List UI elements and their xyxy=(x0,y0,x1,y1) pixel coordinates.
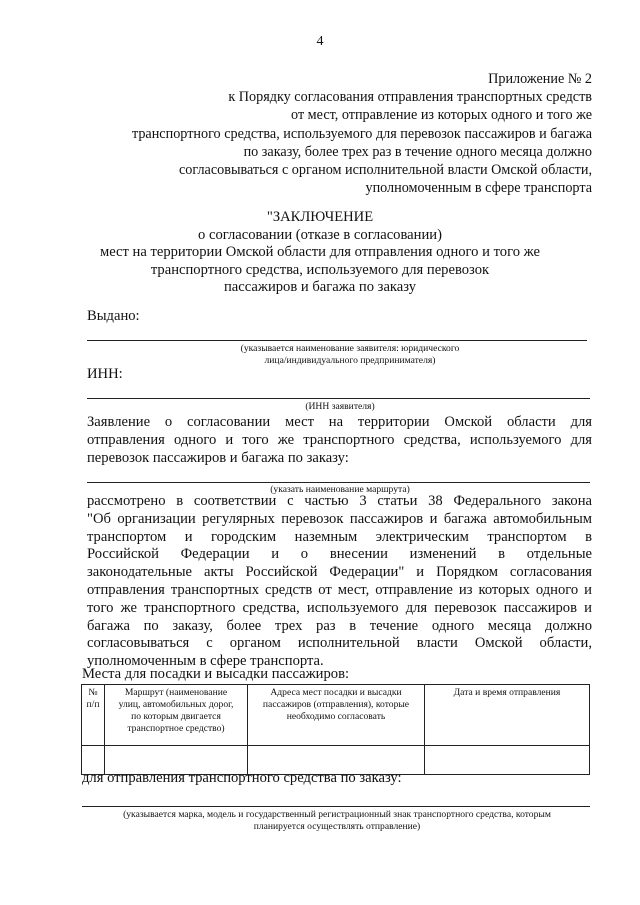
vehicle-label: для отправления транспортного средства по заказу: xyxy=(82,770,402,786)
issued-fill-line[interactable] xyxy=(87,340,587,341)
application-line: перевозок пассажиров и багажа по заказу: xyxy=(87,449,349,466)
issued-caption-line: (указывается наименование заявителя: юридического xyxy=(240,343,460,354)
considered-line: уполномоченным в сфере транспорта. xyxy=(87,653,324,670)
vehicle-fill-line[interactable] xyxy=(82,806,590,807)
inn-label: ИНН: xyxy=(87,366,123,382)
considered-line: Российской Федерации и о внесении изменений в отдельные xyxy=(87,546,592,563)
route-caption: (указать наименование маршрута) xyxy=(270,484,410,495)
appendix-line: уполномоченным в сфере транспорта xyxy=(365,180,592,197)
places-heading: Места для посадки и высадки пассажиров: xyxy=(82,666,350,682)
application-line: Заявление о согласовании мест на территории Омской области для xyxy=(87,414,592,430)
header-line: пассажиров (отправления), которые xyxy=(262,699,410,710)
appendix-line: транспортного средства, используемого для перевозок пассажиров и багажа xyxy=(131,125,592,142)
inn-caption: (ИНН заявителя) xyxy=(305,401,375,412)
considered-paragraph xyxy=(87,493,592,671)
header-line: Адреса мест посадки и высадки xyxy=(270,687,402,698)
considered-line: отправления транспортных средств от мест, отправление из которых одного и xyxy=(87,581,592,598)
header-datetime xyxy=(425,685,590,746)
page-number: 4 xyxy=(316,34,324,49)
header-line: п/п xyxy=(86,699,100,710)
issued-caption xyxy=(180,343,520,367)
header-line: транспортное средство) xyxy=(127,723,225,734)
considered-line: того же транспортного средства, используемого для перевозок пассажиров и xyxy=(87,599,592,616)
appendix-line: Приложение № 2 xyxy=(488,71,592,87)
title-line: транспортного средства, используемого для перевозок xyxy=(150,261,490,278)
title-line: пассажиров и багажа по заказу xyxy=(223,279,417,296)
application-paragraph xyxy=(87,414,592,467)
considered-line: транспортом и городским наземным электрическим транспортом в xyxy=(87,528,592,545)
route-fill-line[interactable] xyxy=(87,482,590,483)
issued-label: Выдано: xyxy=(87,308,140,324)
title-line: мест на территории Омской области для отправления одного и того же xyxy=(99,244,541,261)
appendix-line: к Порядку согласования отправления транспортных средств xyxy=(228,89,592,106)
document-title xyxy=(0,209,640,297)
considered-line: багажа по заказу, более трех раз в течение одного месяца должно xyxy=(87,617,592,634)
header-route xyxy=(105,685,248,746)
header-line: Маршрут (наименование xyxy=(124,687,228,698)
considered-line: законодательные акты Российской Федерации" и Порядком согласования xyxy=(87,564,592,581)
considered-line: рассмотрено в соответствии с частью 3 статьи 38 Федерального закона xyxy=(87,493,592,509)
considered-line: согласовываться с органом исполнительной власти Омской области, xyxy=(87,635,592,652)
header-number xyxy=(82,685,105,746)
appendix-header xyxy=(72,70,592,197)
considered-line: "Об организации регулярных перевозок пассажиров и багажа автомобильным xyxy=(87,510,592,527)
inn-fill-line[interactable] xyxy=(87,398,590,399)
header-line: улиц, автомобильных дорог, xyxy=(118,699,234,710)
vehicle-caption xyxy=(82,809,592,833)
header-line: необходимо согласовать xyxy=(286,711,386,722)
issued-caption-line: лица/индивидуального предпринимателя) xyxy=(264,355,436,366)
header-line: Дата и время отправления xyxy=(453,687,561,698)
application-line: отправления одного и того же транспортного средства, используемого для xyxy=(87,431,592,448)
header-line: № xyxy=(88,687,98,698)
appendix-line: по заказу, более трех раз в течение одного месяца должно xyxy=(243,143,592,160)
boarding-places-table xyxy=(81,684,590,775)
vehicle-caption-line: планируется осуществлять отправление) xyxy=(253,821,421,832)
title-line: о согласовании (отказе в согласовании) xyxy=(198,226,442,243)
title-line: "ЗАКЛЮЧЕНИЕ xyxy=(266,209,374,225)
vehicle-caption-line: (указывается марка, модель и государственный регистрационный знак транспортного средства, которым xyxy=(123,809,551,820)
appendix-line: от мест, отправление из которых одного и того же xyxy=(291,107,592,124)
appendix-line: согласовываться с органом исполнительной власти Омской области, xyxy=(178,162,592,179)
table-header-row xyxy=(82,685,590,746)
header-addresses xyxy=(248,685,425,746)
table-cell[interactable] xyxy=(425,746,590,775)
header-line: по которым двигается xyxy=(131,711,221,722)
